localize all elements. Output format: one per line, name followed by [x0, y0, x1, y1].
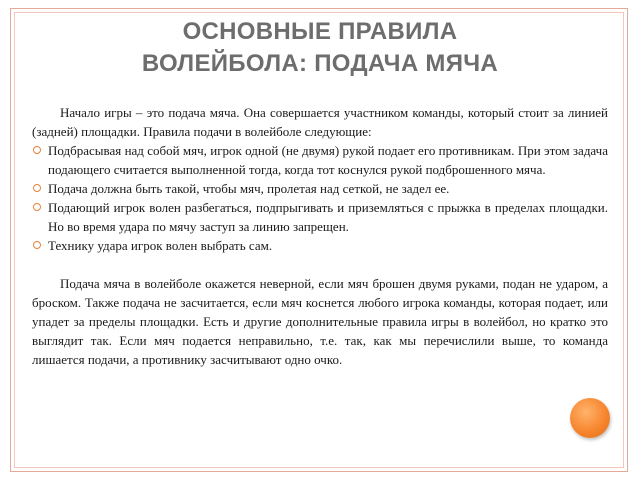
bullet-circle-icon	[33, 241, 41, 249]
bullet-circle-icon	[33, 203, 41, 211]
list-item	[32, 198, 608, 236]
slide-body	[32, 103, 608, 369]
list-item-text: Технику удара игрок волен выбрать сам.	[48, 238, 273, 253]
closing-paragraph: Подача мяча в волейболе окажется неверной, если мяч брошен двумя руками, подан не ударом, а броском. Также подача не засчитается, если мяч коснется любого игрока команды, которая подает, или упадет за пределы площадки. Есть и другие дополнительные правила игры в волейбол, но кратко это выглядит так. Если мяч подается неправильно, т.е. так, как мы перечислили выше, то команда лишается подачи, а противнику засчитывают одно очко.	[32, 276, 608, 367]
list-item-text: Подающий игрок волен разбегаться, подпрыгивать и приземляться с прыжка в пределах площадки. Но во время удара по мячу заступ за линию запрещен.	[48, 200, 608, 234]
intro-paragraph: Начало игры – это подача мяча. Она совершается участником команды, который стоит за линией (задней) площадки. Правила подачи в волейболе следующие:	[32, 105, 608, 139]
decorative-orange-circle	[570, 398, 610, 438]
bullet-circle-icon	[33, 146, 41, 154]
slide-title	[60, 16, 580, 80]
bullet-circle-icon	[33, 184, 41, 192]
list-item-text: Подбрасывая над собой мяч, игрок одной (не двумя) рукой подает его противникам. При этом задача подающего считается выполненной тогда, когда тот коснулся рукой подброшенного мяча.	[48, 143, 608, 177]
slide-title-line-2: ВОЛЕЙБОЛА: ПОДАЧА МЯЧА	[141, 50, 499, 77]
serve-rules-list	[32, 141, 608, 255]
list-item-text: Подача должна быть такой, чтобы мяч, пролетая над сеткой, не задел ее.	[48, 181, 450, 196]
list-item	[32, 236, 608, 255]
list-item	[32, 179, 608, 198]
slide-title-line-1: ОСНОВНЫЕ ПРАВИЛА	[182, 18, 458, 45]
list-item	[32, 141, 608, 179]
